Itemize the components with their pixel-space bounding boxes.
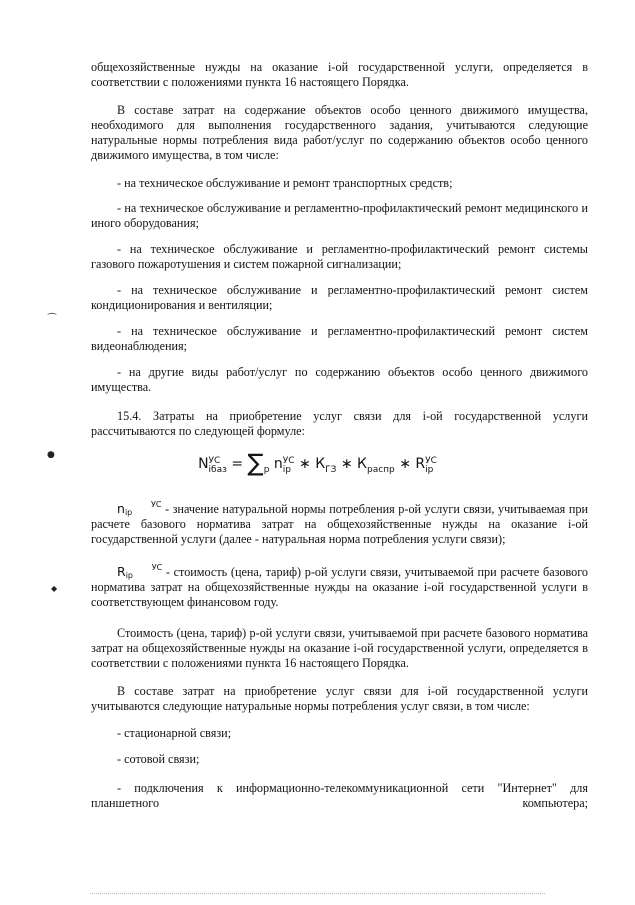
symbol-r-sup: УС xyxy=(151,563,163,572)
formula-k-gz-sub: ГЗ xyxy=(325,464,337,475)
formula-sum-sign: ∑ xyxy=(247,449,264,477)
symbol-r xyxy=(117,564,162,579)
paragraph-composition: В составе затрат на содержание объектов особо ценного движимого имущества, необходимого для выполнения государственного задания, учитываются следующие натуральные нормы потребления вида работ/услуг по содержанию объектов особо ценного движимого имущества, в том числе: xyxy=(91,103,588,162)
formula-k-raspr: К xyxy=(357,456,367,472)
formula-multiply-2: ∗ xyxy=(340,456,353,472)
formula-multiply-1: ∗ xyxy=(299,456,311,472)
scan-speck: ◆ xyxy=(51,584,58,593)
symbol-r-sub: ip xyxy=(125,571,133,580)
formula-equals: = xyxy=(231,456,244,472)
formula-lhs-sup: УС xyxy=(208,456,221,466)
formula-sum-index: p xyxy=(263,464,270,475)
symbol-n-sub: ip xyxy=(124,508,133,517)
list-item-fire-systems: - на техническое обслуживание и регламентно-профилактический ремонт системы газового пожаротушения и систем пожарной сигнализации; xyxy=(91,242,588,271)
symbol-n xyxy=(117,501,161,516)
paragraph-communication-norms: В составе затрат на приобретение услуг связи для i-ой государственной услуги учитываются следующие натуральные нормы потребления услуг связи, в том числе: xyxy=(91,684,588,713)
list-item-ventilation: - на техническое обслуживание и регламентно-профилактический ремонт систем кондиционирования и вентиляции; xyxy=(91,283,588,312)
scan-speck: ⁀ xyxy=(48,314,57,325)
section-15-4-heading: 15.4. Затраты на приобретение услуг связи для i-ой государственной услуги рассчитываются по следующей формуле: xyxy=(91,409,588,438)
definition-n xyxy=(91,501,588,547)
list-item-video: - на техническое обслуживание и регламентно-профилактический ремонт систем видеонаблюдения; xyxy=(91,324,588,353)
formula-k-raspr-sub: распр xyxy=(367,464,395,475)
list-item-mobile: - сотовой связи; xyxy=(117,752,200,766)
list-item-medical-equipment: - на техническое обслуживание и регламентно-профилактический ремонт медицинского и иного оборудования; xyxy=(91,201,588,230)
formula-n-sup: УС xyxy=(282,456,295,466)
paragraph-cost-determination: Стоимость (цена, тариф) p-ой услуги связи, учитываемой при расчете базового норматива затрат на общехозяйственные нужды на оказание i-ой государственной услуги, определяется в соответствии с положениями пункта 16 настоящего Порядка. xyxy=(91,626,588,670)
scan-edge-line xyxy=(90,893,545,895)
cost-formula xyxy=(0,448,635,485)
formula-lhs: N xyxy=(198,456,209,472)
formula-n-sub: ip xyxy=(282,465,291,475)
formula-lhs-sub: iбаз xyxy=(208,465,227,475)
definition-n-text: - значение натуральной нормы потребления p-ой услуги связи, учитываемая при расчете базового норматива затрат на общехозяйственные нужды на оказание i-ой государственной услуги (далее - натуральная норма потребления услуги связи); xyxy=(91,502,588,546)
symbol-n-sup: УС xyxy=(150,500,162,509)
scan-speck: ● xyxy=(47,450,55,460)
definition-r xyxy=(91,564,588,610)
formula-k-gz: К xyxy=(315,456,326,472)
list-item-transport: - на техническое обслуживание и ремонт транспортных средств; xyxy=(117,176,453,190)
formula-n: n xyxy=(273,456,283,472)
formula-multiply-3: ∗ xyxy=(399,456,411,472)
formula-r: R xyxy=(415,456,426,472)
list-item-landline: - стационарной связи; xyxy=(117,726,232,740)
symbol-n-letter: n xyxy=(117,501,125,516)
list-item-other-works: - на другие виды работ/услуг по содержанию объектов особо ценного движимого имущества. xyxy=(91,365,588,394)
symbol-r-letter: R xyxy=(117,564,126,579)
formula-r-sup: УС xyxy=(425,456,437,466)
formula-r-sub: ip xyxy=(425,465,434,475)
definition-r-text: - стоимость (цена, тариф) p-ой услуги связи, учитываемой при расчете базового норматива затрат на общехозяйственные нужды на оказание i-ой государственной услуги в соответствующем финансовом году. xyxy=(91,565,588,609)
list-item-internet: - подключения к информационно-телекоммуникационной сети "Интернет" для планшетного компьютера; xyxy=(91,781,588,810)
paragraph-intro: общехозяйственные нужды на оказание i-ой государственной услуги, определяется в соответствии с положениями пункта 16 настоящего Порядка. xyxy=(91,60,588,89)
